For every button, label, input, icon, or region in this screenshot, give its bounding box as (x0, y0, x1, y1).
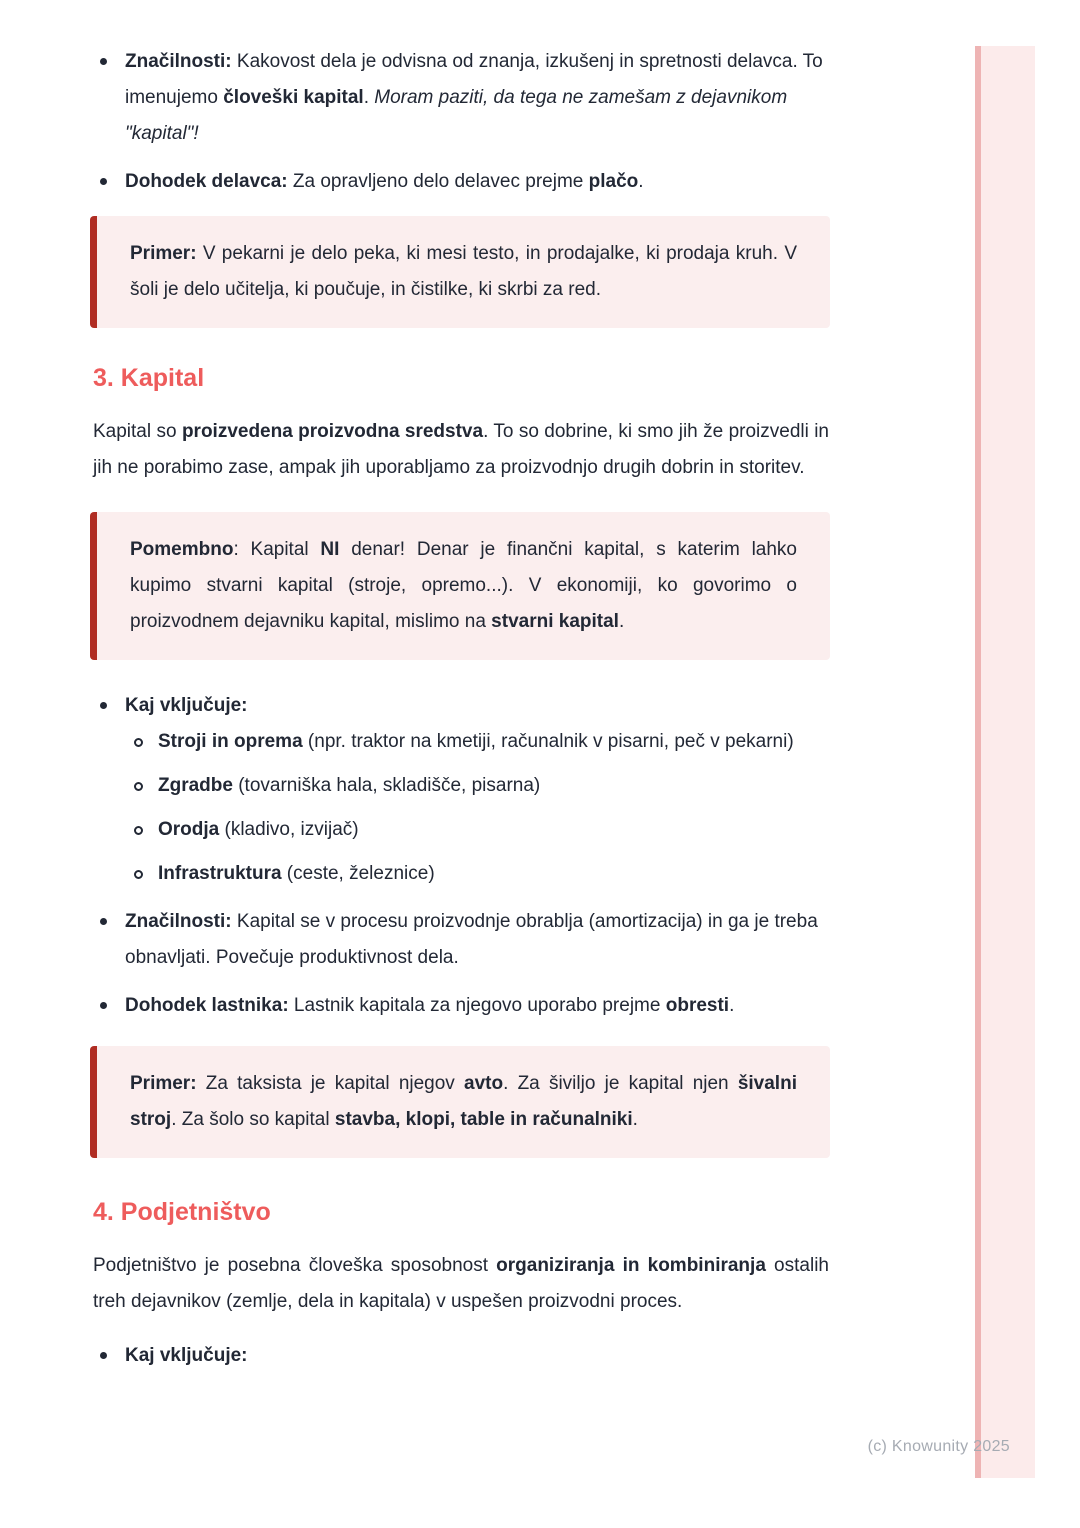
sub-bullet-text: Orodja (kladivo, izvijač) (158, 819, 359, 840)
sub-bullet-icon (134, 738, 143, 747)
bullet-item-dohodek-delavca (93, 164, 829, 200)
watermark: (c) Knowunity 2025 (867, 1438, 1010, 1455)
bullet-item-dohodek-lastnika (93, 988, 829, 1024)
bullet-item-kaj-vkljucuje-2 (93, 1338, 829, 1374)
sub-bullet-text: Zgradbe (tovarniška hala, skladišče, pisarna) (158, 775, 541, 796)
page-edge-stripe (981, 46, 1035, 1478)
bullet-icon (100, 918, 107, 925)
podjetnistvo-bullet-list (93, 1338, 829, 1374)
example-box-kapital (90, 1046, 830, 1158)
kapital-intro-paragraph: Kapital so proizvedena proizvodna sredstva. To so dobrine, ki smo jih že proizvedli in jih ne porabimo zase, ampak jih uporabljamo za proizvodnjo drugih dobrin in storitev. (93, 421, 829, 478)
bullet-text: Dohodek delavca: Za opravljeno delo delavec prejme plačo. (125, 171, 644, 192)
bullet-text: Kaj vključuje: (125, 1345, 248, 1366)
bullet-text: Značilnosti: Kakovost dela je odvisna od znanja, izkušenj in spretnosti delavca. To imenujemo človeški kapital. Moram paziti, da tega ne zamešam z dejavnikom "kapital"! (125, 51, 823, 144)
example-box-text: Primer: V pekarni je delo peka, ki mesi testo, in prodajalke, ki prodaja kruh. V šoli je delo učitelja, ki poučuje, in čistilke, ki skrbi za red. (130, 243, 797, 300)
sub-bullet-icon (134, 870, 143, 879)
bullet-icon (100, 178, 107, 185)
section-heading-podjetnistvo: 4. Podjetništvo (93, 1198, 271, 1226)
bullet-icon (100, 1352, 107, 1359)
sub-bullet-zgradbe (125, 768, 829, 804)
sub-bullet-infrastruktura (125, 856, 829, 892)
document-content (93, 44, 829, 1374)
bullet-text: Kaj vključuje: (125, 695, 248, 716)
sub-bullet-icon (134, 782, 143, 791)
sub-bullet-text: Infrastruktura (ceste, železnice) (158, 863, 435, 884)
important-box-text: Pomembno: Kapital NI denar! Denar je finančni kapital, s katerim lahko kupimo stvarni kapital (stroje, opremo...). V ekonomiji, ko govorimo o proizvodnem dejavniku kapital, mislimo na stvarni kapital. (130, 539, 797, 632)
important-box-kapital (90, 512, 830, 660)
bullet-item-znacilnosti-dela (93, 44, 829, 152)
kapital-bullet-list (93, 688, 829, 1024)
bullet-text: Dohodek lastnika: Lastnik kapitala za njegovo uporabo prejme obresti. (125, 995, 735, 1016)
sub-bullet-text: Stroji in oprema (npr. traktor na kmetiji, računalnik v pisarni, peč v pekarni) (158, 731, 794, 752)
sub-bullet-stroji (125, 724, 829, 760)
page-edge-stripe-line (975, 46, 981, 1478)
bullet-icon (100, 58, 107, 65)
labor-bullet-list (93, 44, 829, 200)
bullet-icon (100, 702, 107, 709)
section-heading-kapital: 3. Kapital (93, 364, 205, 392)
example-box-delo (90, 216, 830, 328)
sub-bullet-orodja (125, 812, 829, 848)
podjetnistvo-intro-paragraph: Podjetništvo je posebna človeška sposobnost organiziranja in kombiniranja ostalih treh dejavnikov (zemlje, dela in kapitala) v uspešen proizvodni proces. (93, 1255, 829, 1312)
bullet-icon (100, 1002, 107, 1009)
sub-bullet-icon (134, 826, 143, 835)
bullet-item-kaj-vkljucuje (93, 688, 829, 892)
kapital-includes-sublist (125, 724, 829, 892)
example-box-text: Primer: Za taksista je kapital njegov avto. Za šiviljo je kapital njen šivalni stroj. Za šolo so kapital stavba, klopi, table in računalniki. (130, 1073, 797, 1130)
bullet-item-znacilnosti-kapitala (93, 904, 829, 976)
bullet-text: Značilnosti: Kapital se v procesu proizvodnje obrablja (amortizacija) in ga je treba obnavljati. Povečuje produktivnost dela. (125, 911, 818, 968)
